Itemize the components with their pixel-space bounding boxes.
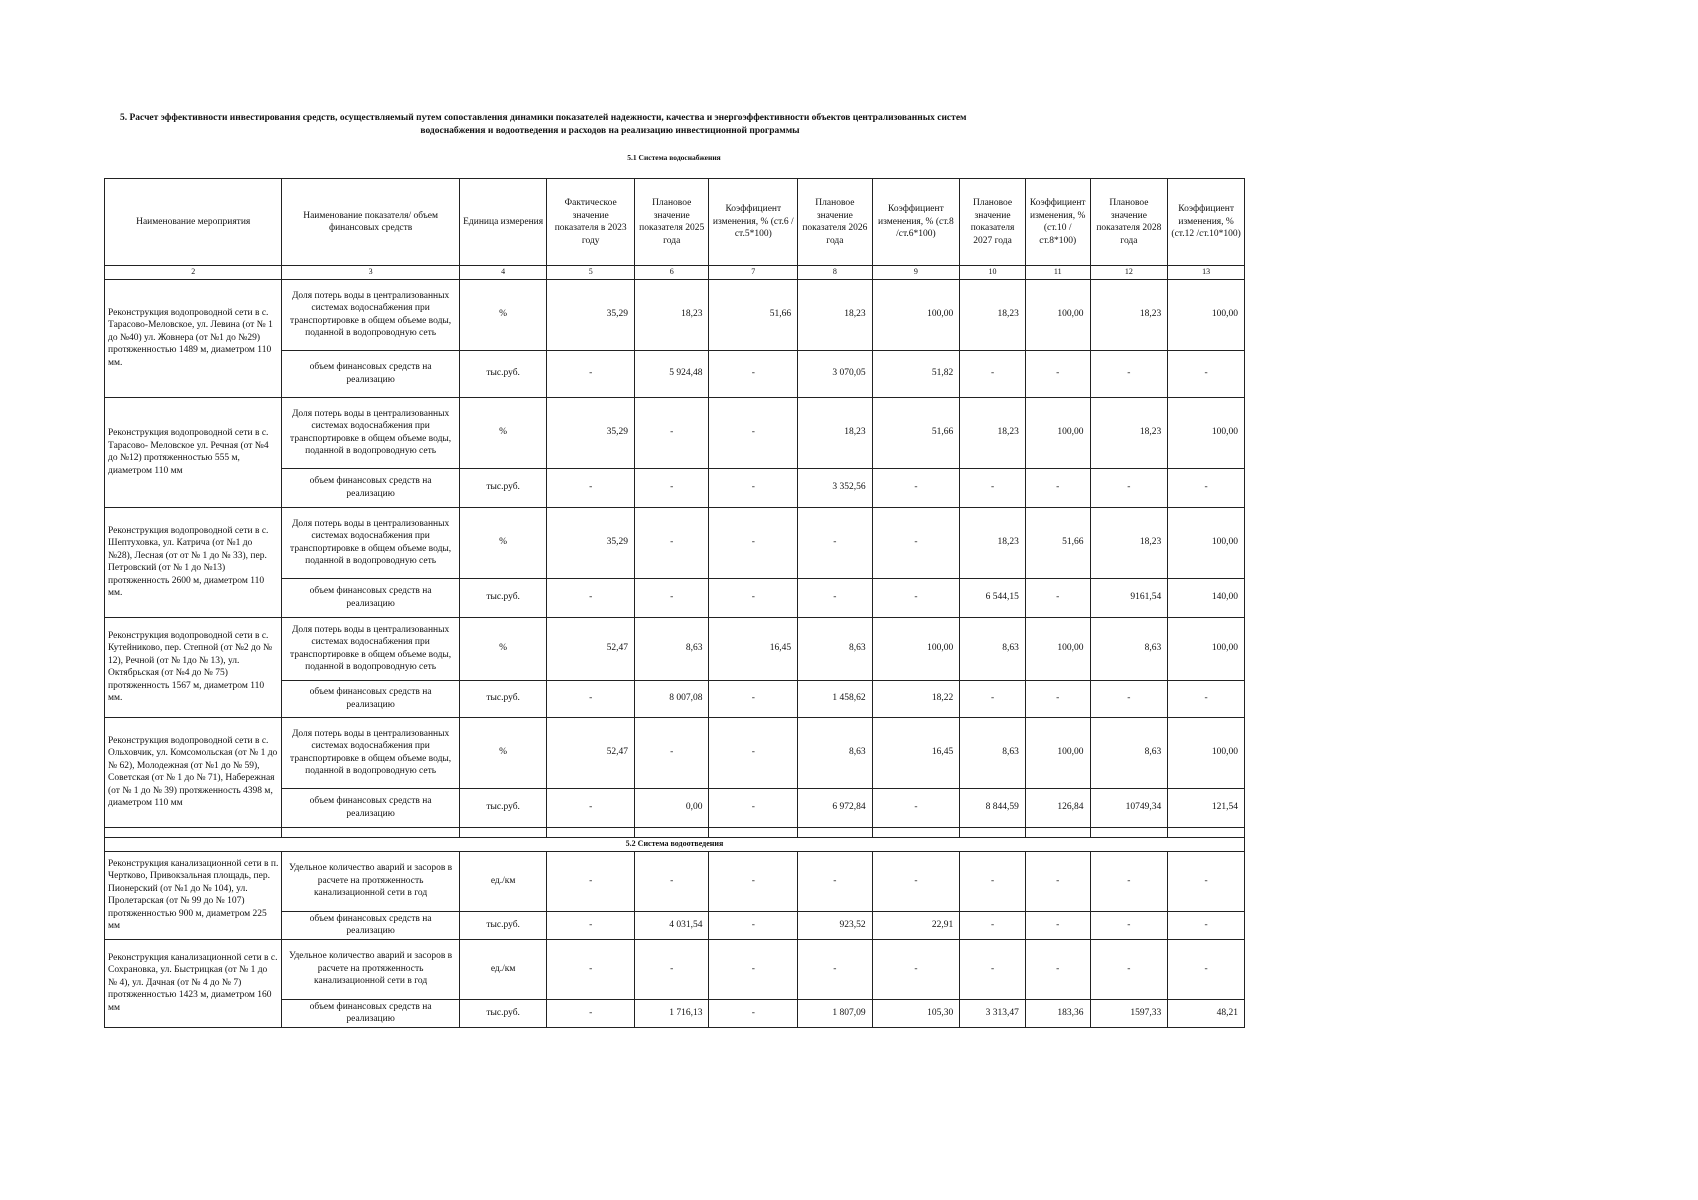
value-cell: 51,66 bbox=[872, 397, 960, 468]
unit-cell: тыс.руб. bbox=[459, 578, 547, 617]
value-cell: - bbox=[709, 680, 798, 717]
value-cell: - bbox=[547, 350, 635, 397]
value-cell: 10749,34 bbox=[1090, 788, 1168, 827]
value-cell: - bbox=[547, 851, 635, 911]
value-cell: 16,45 bbox=[872, 717, 960, 788]
value-cell: 35,29 bbox=[547, 397, 635, 468]
measure-name: Реконструкция водопроводной сети в с. Шептуховка, ул. Катрича (от №1 до №28), Лесная (от от № 1 до № 33), пер. Петровский (от № 1 до №13) протяженность 2600 м, диаметром 110 мм. bbox=[105, 507, 282, 617]
value-cell: - bbox=[1025, 851, 1090, 911]
value-cell: 3 313,47 bbox=[960, 999, 1026, 1027]
value-cell: - bbox=[872, 788, 960, 827]
value-cell: - bbox=[872, 507, 960, 578]
heading-line-1: 5. Расчет эффективности инвестирования средств, осуществляемый путем сопоставления динамики показателей надежности, качества и энергоэффективности объектов централизованных систем bbox=[120, 113, 967, 123]
indicator-name: Доля потерь воды в централизованных системах водоснабжения при транспортировке в общем объеме воды, поданной в водопроводную сеть bbox=[282, 507, 459, 578]
heading-line-2: водоснабжения и водоотведения и расходов на реализацию инвестиционной программы bbox=[420, 126, 800, 136]
spacer-row bbox=[105, 827, 1245, 837]
value-cell: 6 972,84 bbox=[798, 788, 872, 827]
value-cell: - bbox=[1025, 350, 1090, 397]
measure-name: Реконструкция водопроводной сети в с. Тарасово-Меловское, ул. Левина (от № 1 до №40) ул. Жовнера (от №1 до №29) протяженностью 1489 м, диаметром 110 мм. bbox=[105, 279, 282, 397]
value-cell: 8 007,08 bbox=[635, 680, 709, 717]
value-cell: - bbox=[1090, 680, 1168, 717]
unit-cell: тыс.руб. bbox=[459, 788, 547, 827]
value-cell: 18,23 bbox=[635, 279, 709, 350]
value-cell: - bbox=[547, 788, 635, 827]
value-cell: - bbox=[960, 350, 1026, 397]
value-cell: - bbox=[1025, 680, 1090, 717]
indicator-name: Удельное количество аварий и засоров в расчете на протяженность канализационной сети в год bbox=[282, 851, 459, 911]
value-cell: - bbox=[709, 578, 798, 617]
unit-cell: тыс.руб. bbox=[459, 468, 547, 507]
value-cell: - bbox=[1025, 468, 1090, 507]
value-cell: 3 070,05 bbox=[798, 350, 872, 397]
value-cell: 923,52 bbox=[798, 911, 872, 939]
unit-cell: % bbox=[459, 507, 547, 578]
value-cell: - bbox=[798, 578, 872, 617]
value-cell: 18,23 bbox=[798, 279, 872, 350]
unit-cell: тыс.руб. bbox=[459, 911, 547, 939]
column-number-row bbox=[105, 266, 1245, 280]
unit-cell: тыс.руб. bbox=[459, 680, 547, 717]
value-cell: - bbox=[1025, 911, 1090, 939]
value-cell: 100,00 bbox=[1168, 397, 1245, 468]
value-cell: - bbox=[709, 788, 798, 827]
value-cell: 121,54 bbox=[1168, 788, 1245, 827]
unit-cell: % bbox=[459, 279, 547, 350]
value-cell: 183,36 bbox=[1025, 999, 1090, 1027]
indicator-name: Доля потерь воды в централизованных системах водоснабжения при транспортировке в общем объеме воды, поданной в водопроводную сеть bbox=[282, 717, 459, 788]
value-cell: - bbox=[1168, 680, 1245, 717]
value-cell: 8,63 bbox=[960, 717, 1026, 788]
section-2-title: 5.2 Система водоотведения bbox=[105, 837, 1245, 851]
value-cell: - bbox=[1090, 851, 1168, 911]
column-header: Единица измерения bbox=[459, 179, 547, 266]
value-cell: 18,23 bbox=[960, 507, 1026, 578]
value-cell: 18,23 bbox=[960, 279, 1026, 350]
value-cell: 18,23 bbox=[1090, 279, 1168, 350]
unit-cell: ед./км bbox=[459, 939, 547, 999]
value-cell: - bbox=[872, 468, 960, 507]
value-cell: 105,30 bbox=[872, 999, 960, 1027]
value-cell: - bbox=[872, 939, 960, 999]
value-cell: - bbox=[547, 911, 635, 939]
value-cell: - bbox=[1090, 939, 1168, 999]
value-cell: - bbox=[709, 397, 798, 468]
column-header: Коэффициент изменения, % (ст.10 /ст.8*100) bbox=[1025, 179, 1090, 266]
column-number: 5 bbox=[547, 266, 635, 280]
column-number: 2 bbox=[105, 266, 282, 280]
value-cell: - bbox=[635, 851, 709, 911]
value-cell: - bbox=[798, 939, 872, 999]
value-cell: 100,00 bbox=[1025, 617, 1090, 680]
value-cell: - bbox=[798, 851, 872, 911]
value-cell: - bbox=[635, 578, 709, 617]
measure-name: Реконструкция канализационной сети в с. Сохрановка, ул. Быстрицкая (от № 1 до № 4), ул. Дачная (от № 4 до № 7) протяженностью 1423 м, диаметром 160 мм bbox=[105, 939, 282, 1027]
value-cell: - bbox=[872, 851, 960, 911]
value-cell: - bbox=[635, 939, 709, 999]
column-header: Плановое значение показателя 2025 года bbox=[635, 179, 709, 266]
column-header: Фактическое значение показателя в 2023 году bbox=[547, 179, 635, 266]
value-cell: 100,00 bbox=[1168, 507, 1245, 578]
column-header: Плановое значение показателя 2026 года bbox=[798, 179, 872, 266]
value-cell: 8,63 bbox=[635, 617, 709, 680]
value-cell: - bbox=[709, 911, 798, 939]
value-cell: 51,66 bbox=[1025, 507, 1090, 578]
value-cell: - bbox=[709, 717, 798, 788]
column-header: Коэффициент изменения, % (ст.6 /ст.5*100) bbox=[709, 179, 798, 266]
unit-cell: % bbox=[459, 617, 547, 680]
value-cell: - bbox=[709, 939, 798, 999]
value-cell: 48,21 bbox=[1168, 999, 1245, 1027]
value-cell: - bbox=[547, 578, 635, 617]
value-cell: - bbox=[1090, 911, 1168, 939]
value-cell: 35,29 bbox=[547, 507, 635, 578]
indicator-name: объем финансовых средств на реализацию bbox=[282, 468, 459, 507]
measure-name: Реконструкция водопроводной сети в с. Ольховчик, ул. Комсомольская (от № 1 до № 62), Молодежная (от №1 до № 59), Советская (от № 1 до № 71), Набережная (от № 1 до № 39) протяженность 4398 м, диаметром 110 мм bbox=[105, 717, 282, 827]
column-number: 11 bbox=[1025, 266, 1090, 280]
value-cell: - bbox=[960, 939, 1026, 999]
value-cell: - bbox=[547, 680, 635, 717]
table-row bbox=[105, 397, 1245, 468]
value-cell: - bbox=[1090, 468, 1168, 507]
document-heading bbox=[120, 112, 1060, 138]
value-cell: 1 807,09 bbox=[798, 999, 872, 1027]
column-header: Наименование показателя/ объем финансовых средств bbox=[282, 179, 459, 266]
value-cell: 8,63 bbox=[960, 617, 1026, 680]
value-cell: 100,00 bbox=[1168, 617, 1245, 680]
measure-name: Реконструкция водопроводной сети в с. Тарасово- Меловское ул. Речная (от №4 до №12) протяженностью 555 м, диаметром 110 мм bbox=[105, 397, 282, 507]
value-cell: 0,00 bbox=[635, 788, 709, 827]
efficiency-table bbox=[104, 178, 1245, 1028]
value-cell: 9161,54 bbox=[1090, 578, 1168, 617]
column-number: 8 bbox=[798, 266, 872, 280]
value-cell: 8,63 bbox=[798, 617, 872, 680]
value-cell: - bbox=[960, 468, 1026, 507]
value-cell: 1 458,62 bbox=[798, 680, 872, 717]
column-number: 13 bbox=[1168, 266, 1245, 280]
measure-name: Реконструкция канализационной сети в п. Чертково, Привокзальная площадь, пер. Пионерский (от №1 до № 104), ул. Пролетарская (от № 99 до № 107) протяженностью 900 м, диаметром 225 мм bbox=[105, 851, 282, 939]
value-cell: - bbox=[1090, 350, 1168, 397]
column-header: Плановое значение показателя 2027 года bbox=[960, 179, 1026, 266]
value-cell: - bbox=[547, 468, 635, 507]
table-row bbox=[105, 507, 1245, 578]
indicator-name: Доля потерь воды в централизованных системах водоснабжения при транспортировке в общем объеме воды, поданной в водопроводную сеть bbox=[282, 397, 459, 468]
value-cell: - bbox=[960, 911, 1026, 939]
table-row bbox=[105, 939, 1245, 999]
value-cell: 4 031,54 bbox=[635, 911, 709, 939]
value-cell: 100,00 bbox=[872, 279, 960, 350]
measure-name: Реконструкция водопроводной сети в с. Кутейниково, пер. Степной (от №2 до № 12), Речной (от № 1до № 13), ул. Октябрьская (от №4 до № 75) протяженность 1567 м, диаметром 110 мм. bbox=[105, 617, 282, 717]
indicator-name: объем финансовых средств на реализацию bbox=[282, 578, 459, 617]
value-cell: 18,23 bbox=[798, 397, 872, 468]
value-cell: 52,47 bbox=[547, 617, 635, 680]
value-cell: 35,29 bbox=[547, 279, 635, 350]
indicator-name: Удельное количество аварий и засоров в расчете на протяженность канализационной сети в год bbox=[282, 939, 459, 999]
column-number: 4 bbox=[459, 266, 547, 280]
column-number: 7 bbox=[709, 266, 798, 280]
value-cell: 18,23 bbox=[960, 397, 1026, 468]
value-cell: - bbox=[960, 680, 1026, 717]
indicator-name: Доля потерь воды в централизованных системах водоснабжения при транспортировке в общем объеме воды, поданной в водопроводную сеть bbox=[282, 279, 459, 350]
unit-cell: ед./км bbox=[459, 851, 547, 911]
value-cell: 100,00 bbox=[872, 617, 960, 680]
value-cell: 8,63 bbox=[798, 717, 872, 788]
unit-cell: % bbox=[459, 717, 547, 788]
value-cell: 126,84 bbox=[1025, 788, 1090, 827]
value-cell: - bbox=[1168, 350, 1245, 397]
table-row bbox=[105, 617, 1245, 680]
value-cell: - bbox=[635, 717, 709, 788]
table-body bbox=[105, 279, 1245, 1027]
table-row bbox=[105, 851, 1245, 911]
unit-cell: тыс.руб. bbox=[459, 999, 547, 1027]
value-cell: 8,63 bbox=[1090, 617, 1168, 680]
table-row bbox=[105, 279, 1245, 350]
value-cell: 1597,33 bbox=[1090, 999, 1168, 1027]
value-cell: - bbox=[1168, 911, 1245, 939]
column-header: Коэффициент изменения, % (ст.8 /ст.6*100) bbox=[872, 179, 960, 266]
value-cell: 1 716,13 bbox=[635, 999, 709, 1027]
column-header: Плановое значение показателя 2028 года bbox=[1090, 179, 1168, 266]
unit-cell: тыс.руб. bbox=[459, 350, 547, 397]
value-cell: - bbox=[1025, 578, 1090, 617]
value-cell: - bbox=[709, 350, 798, 397]
value-cell: - bbox=[798, 507, 872, 578]
value-cell: 18,23 bbox=[1090, 507, 1168, 578]
value-cell: 52,47 bbox=[547, 717, 635, 788]
value-cell: - bbox=[709, 468, 798, 507]
value-cell: - bbox=[547, 999, 635, 1027]
section-2-row bbox=[105, 837, 1245, 851]
value-cell: - bbox=[709, 507, 798, 578]
value-cell: 100,00 bbox=[1025, 279, 1090, 350]
value-cell: - bbox=[1168, 468, 1245, 507]
value-cell: 18,23 bbox=[1090, 397, 1168, 468]
value-cell: - bbox=[635, 507, 709, 578]
column-number: 3 bbox=[282, 266, 459, 280]
indicator-name: объем финансовых средств на реализацию bbox=[282, 911, 459, 939]
value-cell: - bbox=[872, 578, 960, 617]
value-cell: - bbox=[635, 397, 709, 468]
section-1-title: 5.1 Система водоснабжения bbox=[627, 153, 721, 162]
value-cell: - bbox=[635, 468, 709, 507]
value-cell: 51,66 bbox=[709, 279, 798, 350]
value-cell: 100,00 bbox=[1025, 397, 1090, 468]
unit-cell: % bbox=[459, 397, 547, 468]
value-cell: - bbox=[960, 851, 1026, 911]
indicator-name: Доля потерь воды в централизованных системах водоснабжения при транспортировке в общем объеме воды, поданной в водопроводную сеть bbox=[282, 617, 459, 680]
value-cell: 8 844,59 bbox=[960, 788, 1026, 827]
column-header: Коэффициент изменения, % (ст.12 /ст.10*100) bbox=[1168, 179, 1245, 266]
indicator-name: объем финансовых средств на реализацию bbox=[282, 788, 459, 827]
value-cell: 16,45 bbox=[709, 617, 798, 680]
column-header: Наименование мероприятия bbox=[105, 179, 282, 266]
indicator-name: объем финансовых средств на реализацию bbox=[282, 350, 459, 397]
value-cell: - bbox=[709, 851, 798, 911]
value-cell: 6 544,15 bbox=[960, 578, 1026, 617]
value-cell: - bbox=[1168, 851, 1245, 911]
value-cell: 100,00 bbox=[1168, 717, 1245, 788]
value-cell: 140,00 bbox=[1168, 578, 1245, 617]
value-cell: 100,00 bbox=[1168, 279, 1245, 350]
value-cell: 18,22 bbox=[872, 680, 960, 717]
value-cell: - bbox=[547, 939, 635, 999]
column-number: 10 bbox=[960, 266, 1026, 280]
column-number: 9 bbox=[872, 266, 960, 280]
value-cell: - bbox=[709, 999, 798, 1027]
value-cell: 22,91 bbox=[872, 911, 960, 939]
value-cell: - bbox=[1168, 939, 1245, 999]
value-cell: 51,82 bbox=[872, 350, 960, 397]
value-cell: - bbox=[1025, 939, 1090, 999]
table-row bbox=[105, 717, 1245, 788]
value-cell: 8,63 bbox=[1090, 717, 1168, 788]
header-row bbox=[105, 179, 1245, 266]
indicator-name: объем финансовых средств на реализацию bbox=[282, 680, 459, 717]
column-number: 6 bbox=[635, 266, 709, 280]
value-cell: 5 924,48 bbox=[635, 350, 709, 397]
value-cell: 3 352,56 bbox=[798, 468, 872, 507]
indicator-name: объем финансовых средств на реализацию bbox=[282, 999, 459, 1027]
value-cell: 100,00 bbox=[1025, 717, 1090, 788]
column-number: 12 bbox=[1090, 266, 1168, 280]
